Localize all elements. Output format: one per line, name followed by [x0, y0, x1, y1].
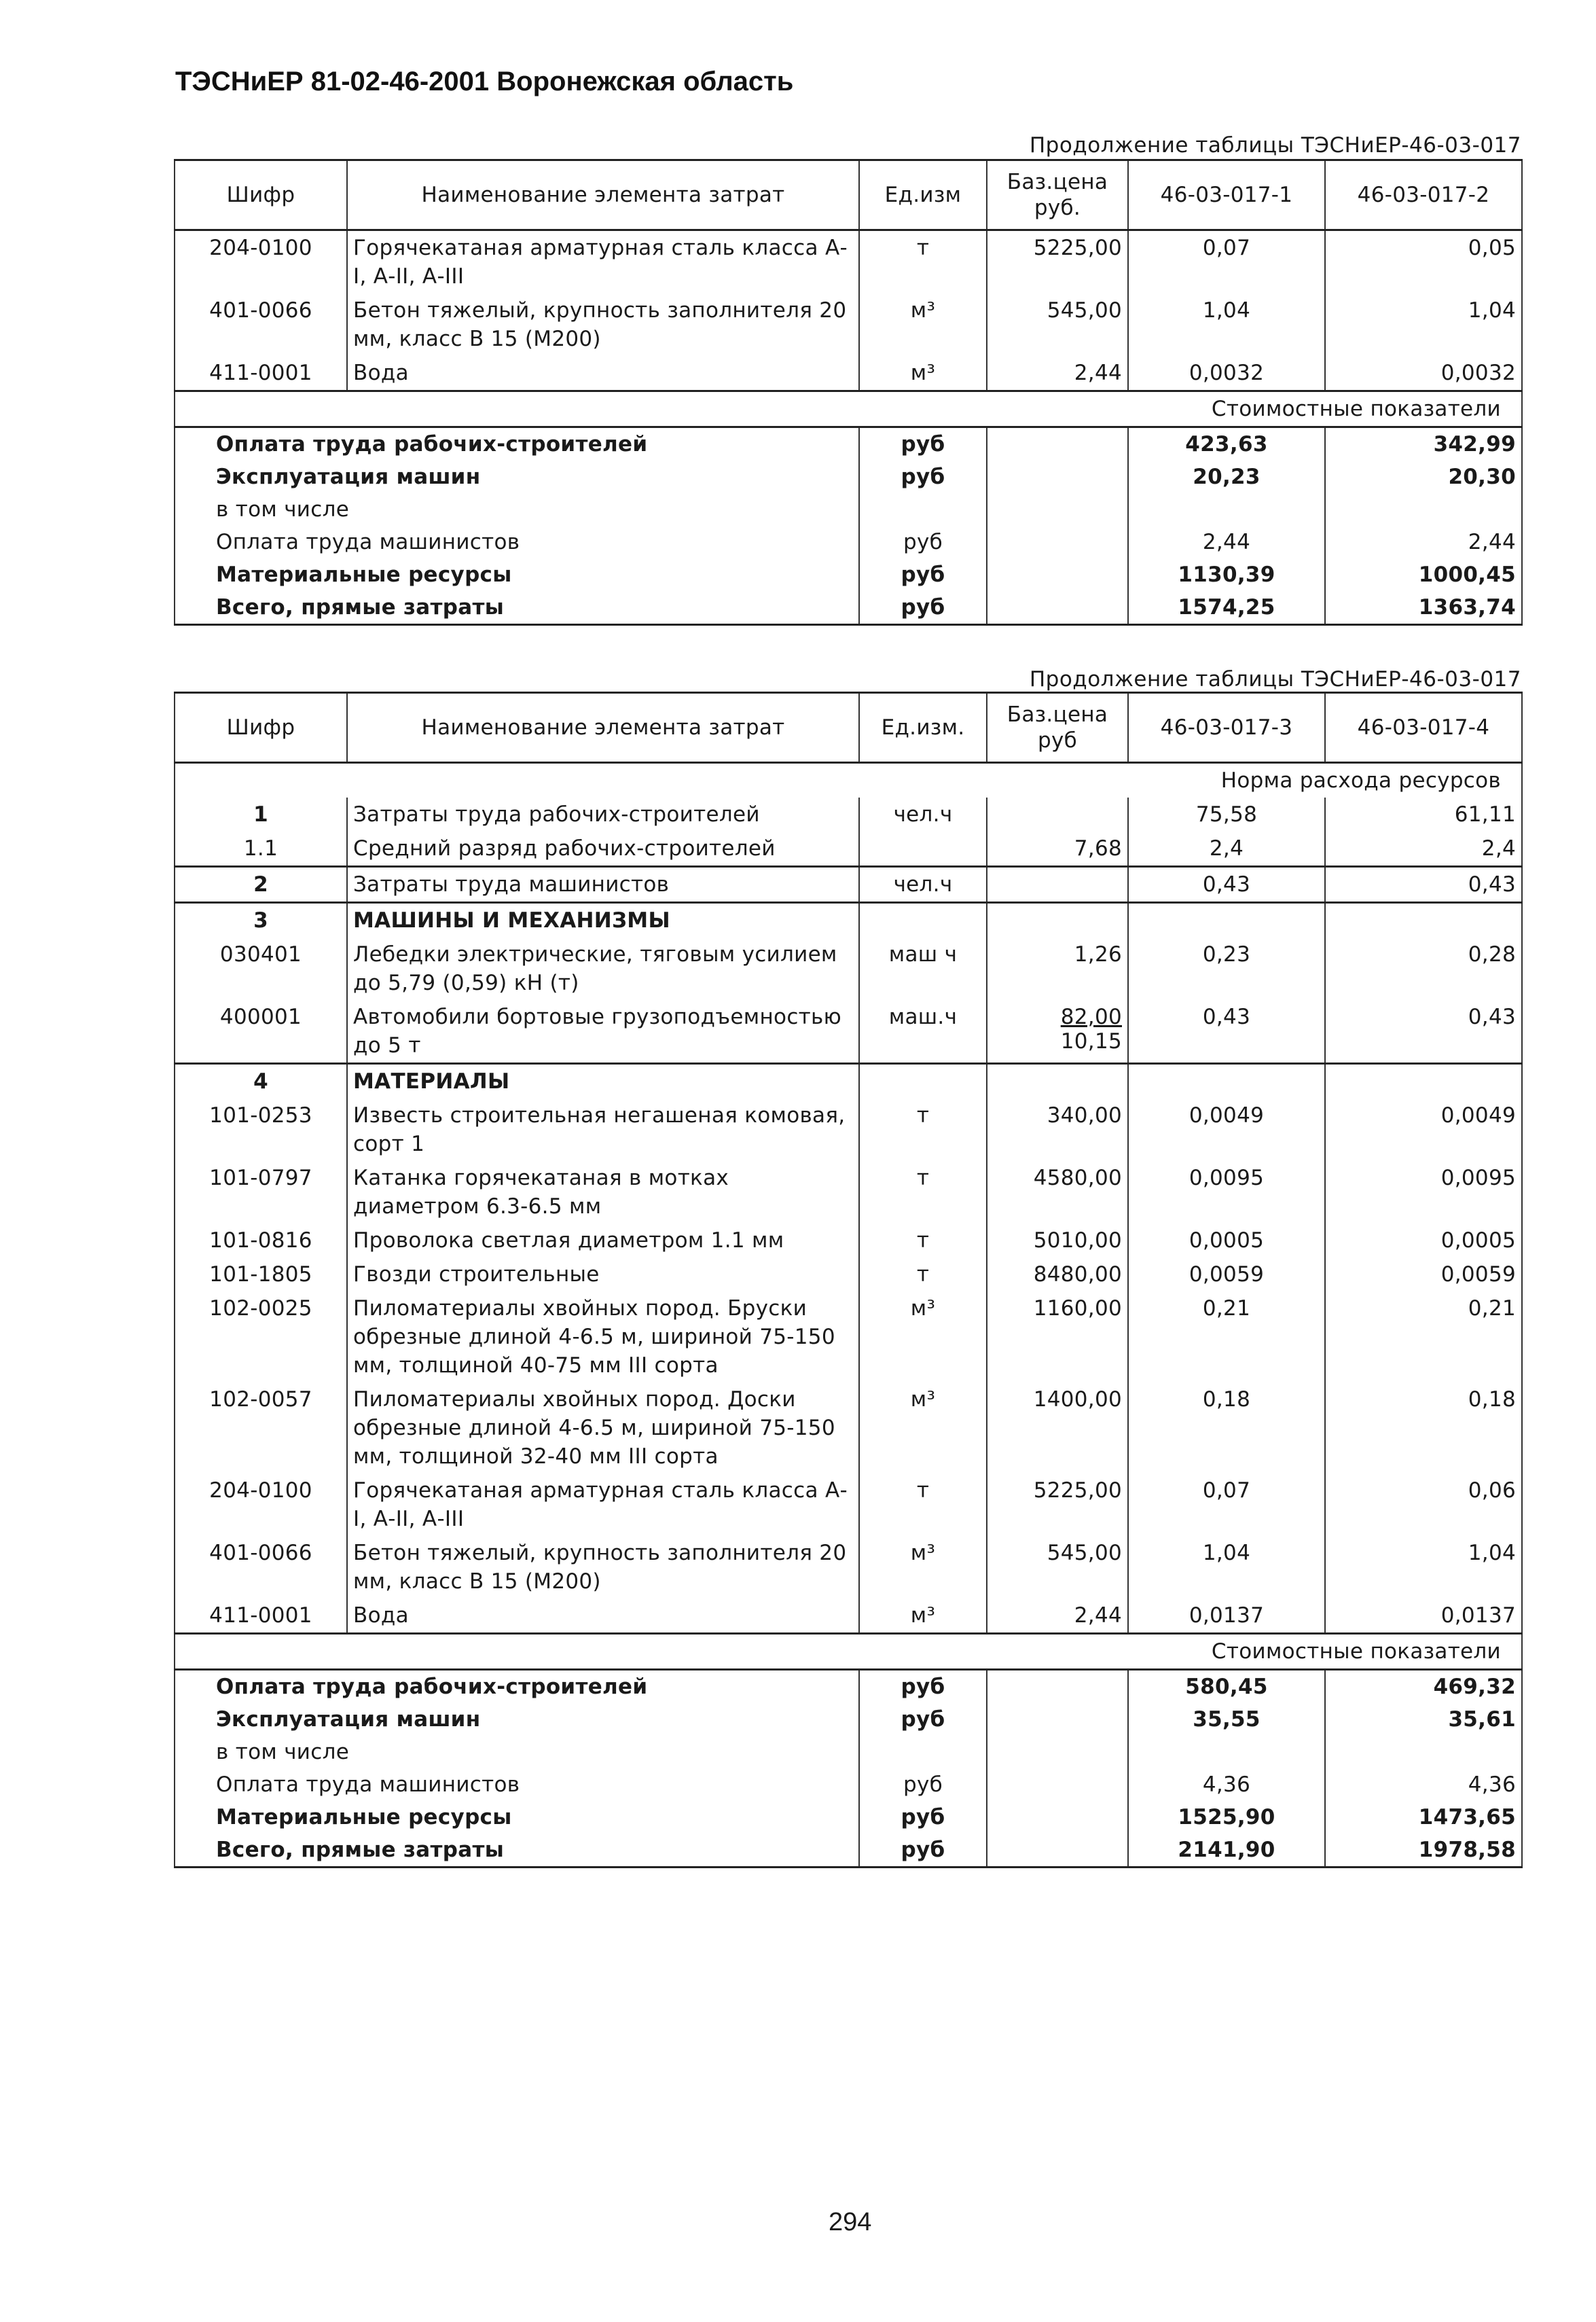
total-price-empty [987, 493, 1128, 526]
row-value-1: 1,04 [1128, 293, 1325, 356]
row-price [987, 1064, 1128, 1099]
column-header: Баз.цена руб. [987, 160, 1128, 230]
total-value-2: 1363,74 [1325, 591, 1522, 625]
table-row [175, 832, 1522, 867]
page-title: ТЭСНиЕР 81-02-46-2001 Воронежская область [175, 67, 794, 96]
total-value-2: 2,44 [1325, 526, 1522, 558]
row-value-2 [1325, 1064, 1522, 1099]
column-header: Ед.изм [859, 160, 987, 230]
row-price: 1160,00 [987, 1291, 1128, 1382]
total-unit: руб [859, 526, 987, 558]
table-row [175, 903, 1522, 938]
row-value-1: 0,43 [1128, 867, 1325, 903]
row-value-2: 2,4 [1325, 832, 1522, 867]
total-value-1: 423,63 [1128, 427, 1325, 461]
column-header: 46-03-017-4 [1325, 693, 1522, 763]
row-name: Средний разряд рабочих-строителей [347, 832, 859, 867]
table1 [174, 159, 1523, 626]
row-code: 101-1805 [175, 1257, 347, 1291]
column-header: Баз.цена руб [987, 693, 1128, 763]
table1-body [175, 160, 1522, 625]
row-value-2: 0,0049 [1325, 1099, 1522, 1161]
total-value-2: 1473,65 [1325, 1801, 1522, 1834]
table2 [174, 692, 1523, 1868]
row-value-2: 1,04 [1325, 1536, 1522, 1598]
row-price: 545,00 [987, 1536, 1128, 1598]
total-unit: руб [859, 461, 987, 493]
total-value-2: 35,61 [1325, 1703, 1522, 1736]
row-price: 5010,00 [987, 1223, 1128, 1257]
row-name: Известь строительная негашеная комовая, сорт 1 [347, 1099, 859, 1161]
total-row [175, 493, 1522, 526]
column-header: 46-03-017-2 [1325, 160, 1522, 230]
norm-label: Норма расхода ресурсов [175, 763, 1522, 798]
table-row [175, 1223, 1522, 1257]
row-code: 1 [175, 798, 347, 832]
row-unit: м³ [859, 1598, 987, 1634]
total-price-empty [987, 1670, 1128, 1704]
total-price-empty [987, 1736, 1128, 1768]
table-row [175, 356, 1522, 391]
row-value-1: 0,0059 [1128, 1257, 1325, 1291]
total-row [175, 461, 1522, 493]
page-number: 294 [829, 2208, 872, 2236]
row-code: 411-0001 [175, 1598, 347, 1634]
total-price-empty [987, 591, 1128, 625]
total-value-1: 1130,39 [1128, 558, 1325, 591]
total-value-1 [1128, 493, 1325, 526]
total-price-empty [987, 558, 1128, 591]
row-code: 3 [175, 903, 347, 938]
total-value-1: 2141,90 [1128, 1834, 1325, 1868]
column-header: Наименование элемента затрат [347, 160, 859, 230]
total-value-1 [1128, 1736, 1325, 1768]
column-header: Шифр [175, 693, 347, 763]
row-price [987, 798, 1128, 832]
table-row [175, 293, 1522, 356]
total-value-1: 1574,25 [1128, 591, 1325, 625]
total-price-empty [987, 461, 1128, 493]
section-label-row [175, 1634, 1522, 1670]
row-unit [859, 832, 987, 867]
total-value-2: 1978,58 [1325, 1834, 1522, 1868]
row-price: 5225,00 [987, 230, 1128, 294]
total-label: Всего, прямые затраты [175, 591, 859, 625]
row-price: 1400,00 [987, 1382, 1128, 1473]
row-unit: т [859, 1257, 987, 1291]
row-name: Горячекатаная арматурная сталь класса А-I, А-II, А-III [347, 230, 859, 294]
total-label: Оплата труда рабочих-строителей [175, 1670, 859, 1704]
row-value-2: 0,28 [1325, 937, 1522, 1000]
total-unit: руб [859, 1703, 987, 1736]
row-price [987, 903, 1128, 938]
row-code: 2 [175, 867, 347, 903]
row-unit: т [859, 230, 987, 294]
total-label: Материальные ресурсы [175, 558, 859, 591]
total-row [175, 1801, 1522, 1834]
total-label: Оплата труда рабочих-строителей [175, 427, 859, 461]
total-label: Эксплуатация машин [175, 1703, 859, 1736]
row-unit: т [859, 1473, 987, 1536]
row-price: 2,44 [987, 356, 1128, 391]
section-label-row [175, 391, 1522, 427]
row-value-1 [1128, 1064, 1325, 1099]
row-value-1: 0,21 [1128, 1291, 1325, 1382]
row-value-2: 0,0005 [1325, 1223, 1522, 1257]
column-header: Шифр [175, 160, 347, 230]
row-name: Бетон тяжелый, крупность заполнителя 20 мм, класс В 15 (М200) [347, 1536, 859, 1598]
total-unit: руб [859, 1768, 987, 1801]
row-name: Проволока светлая диаметром 1.1 мм [347, 1223, 859, 1257]
row-value-2: 0,43 [1325, 867, 1522, 903]
total-price-empty [987, 427, 1128, 461]
total-price-empty [987, 1768, 1128, 1801]
total-label: Всего, прямые затраты [175, 1834, 859, 1868]
total-row [175, 1736, 1522, 1768]
section-label: Стоимостные показатели [175, 1634, 1522, 1670]
row-unit: м³ [859, 293, 987, 356]
row-unit [859, 1064, 987, 1099]
row-name: Пиломатериалы хвойных пород. Доски обрезные длиной 4-6.5 м, шириной 75-150 мм, толщиной 32-40 мм III сорта [347, 1382, 859, 1473]
row-value-2 [1325, 903, 1522, 938]
total-unit: руб [859, 1670, 987, 1704]
row-unit: чел.ч [859, 798, 987, 832]
total-row [175, 591, 1522, 625]
row-value-1: 75,58 [1128, 798, 1325, 832]
total-value-1: 35,55 [1128, 1703, 1325, 1736]
row-code: 102-0025 [175, 1291, 347, 1382]
total-unit: руб [859, 558, 987, 591]
row-price: 5225,00 [987, 1473, 1128, 1536]
row-code: 1.1 [175, 832, 347, 867]
row-value-2: 0,0059 [1325, 1257, 1522, 1291]
row-price: 4580,00 [987, 1161, 1128, 1223]
table2-continuation-label: Продолжение таблицы ТЭСНиЕР-46-03-017 [1029, 667, 1521, 692]
row-value-1: 2,4 [1128, 832, 1325, 867]
row-unit: маш.ч [859, 1000, 987, 1064]
total-row [175, 1670, 1522, 1704]
norm-label-row [175, 763, 1522, 798]
table-row [175, 798, 1522, 832]
row-name: МАШИНЫ И МЕХАНИЗМЫ [347, 903, 859, 938]
row-code: 400001 [175, 1000, 347, 1064]
total-price-empty [987, 526, 1128, 558]
total-unit: руб [859, 427, 987, 461]
total-label: Оплата труда машинистов [175, 526, 859, 558]
table-row [175, 1000, 1522, 1064]
row-price [987, 867, 1128, 903]
row-value-2: 0,0032 [1325, 356, 1522, 391]
row-name: Горячекатаная арматурная сталь класса А-I, А-II, А-III [347, 1473, 859, 1536]
total-value-2: 469,32 [1325, 1670, 1522, 1704]
row-value-2: 0,0137 [1325, 1598, 1522, 1634]
table-row [175, 1382, 1522, 1473]
row-value-1: 0,07 [1128, 1473, 1325, 1536]
row-unit: маш ч [859, 937, 987, 1000]
row-unit: м³ [859, 1382, 987, 1473]
table-row [175, 1064, 1522, 1099]
price-secondary: 10,15 [1060, 1029, 1122, 1054]
total-row [175, 1703, 1522, 1736]
row-price: 2,44 [987, 1598, 1128, 1634]
total-label: в том числе [175, 1736, 859, 1768]
row-price: 340,00 [987, 1099, 1128, 1161]
row-unit: чел.ч [859, 867, 987, 903]
total-price-empty [987, 1834, 1128, 1868]
total-value-2: 1000,45 [1325, 558, 1522, 591]
row-price: 7,68 [987, 832, 1128, 867]
total-label: Эксплуатация машин [175, 461, 859, 493]
row-value-2: 1,04 [1325, 293, 1522, 356]
total-row [175, 558, 1522, 591]
total-value-2: 20,30 [1325, 461, 1522, 493]
row-value-1 [1128, 903, 1325, 938]
row-value-2: 0,0095 [1325, 1161, 1522, 1223]
total-unit: руб [859, 1801, 987, 1834]
row-code: 101-0253 [175, 1099, 347, 1161]
row-code: 411-0001 [175, 356, 347, 391]
total-value-1: 20,23 [1128, 461, 1325, 493]
row-code: 401-0066 [175, 293, 347, 356]
row-name: Пиломатериалы хвойных пород. Бруски обрезные длиной 4-6.5 м, шириной 75-150 мм, толщиной 40-75 мм III сорта [347, 1291, 859, 1382]
row-unit [859, 903, 987, 938]
row-unit: т [859, 1161, 987, 1223]
row-value-1: 0,0005 [1128, 1223, 1325, 1257]
row-value-1: 0,0137 [1128, 1598, 1325, 1634]
table-row [175, 1161, 1522, 1223]
total-row [175, 1834, 1522, 1868]
total-value-1: 580,45 [1128, 1670, 1325, 1704]
price-main: 82,00 [1060, 1005, 1122, 1029]
table-row [175, 1536, 1522, 1598]
total-value-2 [1325, 493, 1522, 526]
table-row [175, 1257, 1522, 1291]
row-name: Затраты труда машинистов [347, 867, 859, 903]
row-value-2: 0,21 [1325, 1291, 1522, 1382]
row-value-1: 0,23 [1128, 937, 1325, 1000]
row-code: 204-0100 [175, 230, 347, 294]
row-code: 4 [175, 1064, 347, 1099]
row-name: Затраты труда рабочих-строителей [347, 798, 859, 832]
row-code: 204-0100 [175, 1473, 347, 1536]
total-unit [859, 1736, 987, 1768]
total-value-1: 4,36 [1128, 1768, 1325, 1801]
row-unit: м³ [859, 1536, 987, 1598]
column-header: 46-03-017-1 [1128, 160, 1325, 230]
row-name: Лебедки электрические, тяговым усилием до 5,79 (0,59) кН (т) [347, 937, 859, 1000]
table-row [175, 1099, 1522, 1161]
row-name: Автомобили бортовые грузоподъемностью до 5 т [347, 1000, 859, 1064]
row-name: Бетон тяжелый, крупность заполнителя 20 мм, класс В 15 (М200) [347, 293, 859, 356]
row-code: 101-0816 [175, 1223, 347, 1257]
row-code: 101-0797 [175, 1161, 347, 1223]
row-price: 545,00 [987, 293, 1128, 356]
row-price: 1,26 [987, 937, 1128, 1000]
column-header: Наименование элемента затрат [347, 693, 859, 763]
total-unit [859, 493, 987, 526]
row-unit: т [859, 1099, 987, 1161]
row-name: Гвозди строительные [347, 1257, 859, 1291]
total-row [175, 526, 1522, 558]
row-name: МАТЕРИАЛЫ [347, 1064, 859, 1099]
total-value-1: 1525,90 [1128, 1801, 1325, 1834]
row-price [987, 1000, 1128, 1064]
table-row [175, 1598, 1522, 1634]
table-row [175, 1473, 1522, 1536]
total-price-empty [987, 1801, 1128, 1834]
row-unit: м³ [859, 1291, 987, 1382]
total-label: Оплата труда машинистов [175, 1768, 859, 1801]
row-value-2: 0,43 [1325, 1000, 1522, 1064]
row-value-1: 0,0095 [1128, 1161, 1325, 1223]
section-label: Стоимостные показатели [175, 391, 1522, 427]
total-row [175, 427, 1522, 461]
row-value-2: 0,06 [1325, 1473, 1522, 1536]
total-row [175, 1768, 1522, 1801]
column-header: 46-03-017-3 [1128, 693, 1325, 763]
row-name: Вода [347, 1598, 859, 1634]
row-unit: м³ [859, 356, 987, 391]
row-code: 030401 [175, 937, 347, 1000]
row-unit: т [859, 1223, 987, 1257]
row-name: Вода [347, 356, 859, 391]
table-row [175, 1291, 1522, 1382]
total-value-1: 2,44 [1128, 526, 1325, 558]
total-unit: руб [859, 1834, 987, 1868]
total-unit: руб [859, 591, 987, 625]
table2-body [175, 693, 1522, 1868]
header-row [175, 693, 1522, 763]
total-label: Материальные ресурсы [175, 1801, 859, 1834]
row-value-1: 0,0049 [1128, 1099, 1325, 1161]
row-price: 8480,00 [987, 1257, 1128, 1291]
row-value-2: 0,05 [1325, 230, 1522, 294]
total-value-2 [1325, 1736, 1522, 1768]
table-row [175, 230, 1522, 294]
row-value-1: 0,0032 [1128, 356, 1325, 391]
total-value-2: 4,36 [1325, 1768, 1522, 1801]
table-row [175, 867, 1522, 903]
table-row [175, 937, 1522, 1000]
header-row [175, 160, 1522, 230]
row-value-1: 1,04 [1128, 1536, 1325, 1598]
total-price-empty [987, 1703, 1128, 1736]
total-label: в том числе [175, 493, 859, 526]
column-header: Ед.изм. [859, 693, 987, 763]
row-value-1: 0,18 [1128, 1382, 1325, 1473]
row-value-2: 0,18 [1325, 1382, 1522, 1473]
row-name: Катанка горячекатаная в мотках диаметром 6.3-6.5 мм [347, 1161, 859, 1223]
row-value-2: 61,11 [1325, 798, 1522, 832]
row-code: 102-0057 [175, 1382, 347, 1473]
table1-continuation-label: Продолжение таблицы ТЭСНиЕР-46-03-017 [1029, 133, 1521, 158]
row-code: 401-0066 [175, 1536, 347, 1598]
row-value-1: 0,07 [1128, 230, 1325, 294]
row-value-1: 0,43 [1128, 1000, 1325, 1064]
total-value-2: 342,99 [1325, 427, 1522, 461]
